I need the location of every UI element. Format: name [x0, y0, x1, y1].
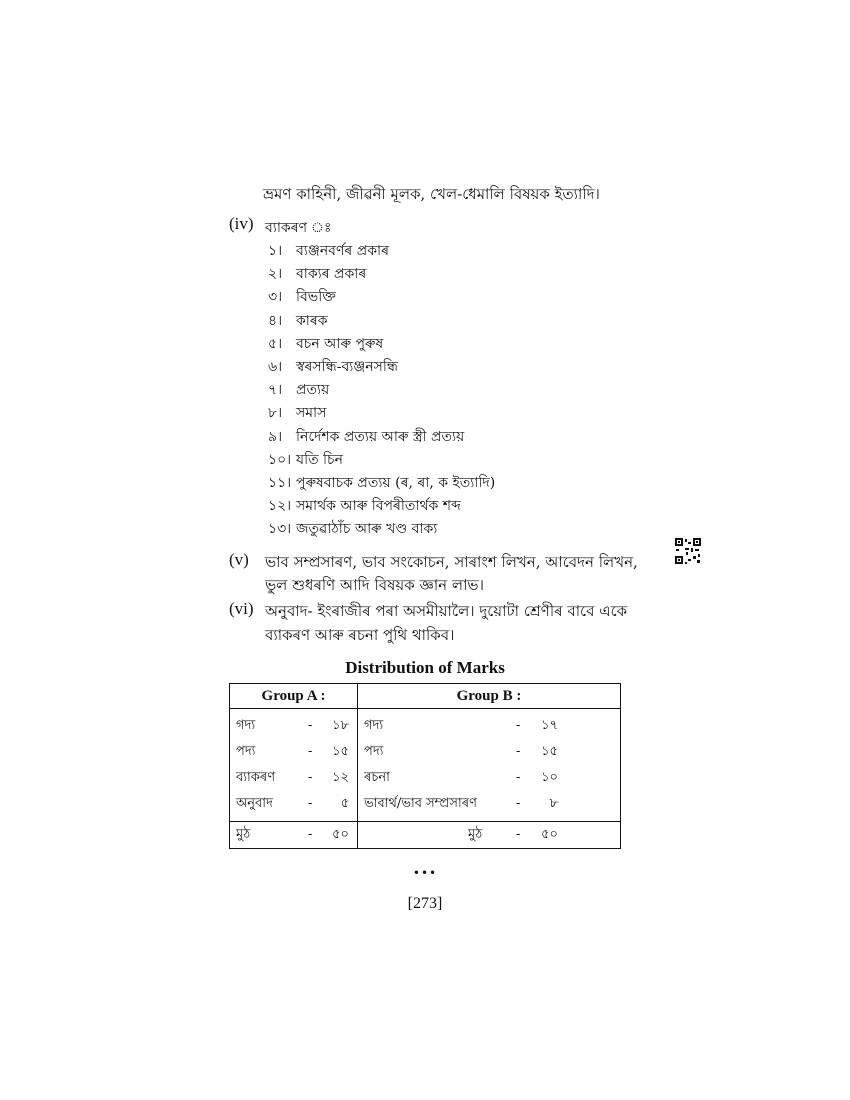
table-row [358, 765, 620, 791]
group-b-header: Group B : [456, 688, 522, 704]
list-item-text: যতি চিন [296, 451, 343, 468]
list-item-number: ৪। [268, 312, 283, 329]
list-item-text: সমাস [296, 405, 327, 422]
section-vi-line1: অনুবাদ- ইংৰাজীৰ পৰা অসমীয়ালৈ। দুয়োটা শ্ৰেণীৰ বাবে একে [265, 602, 628, 620]
table-row [358, 739, 620, 765]
mark-value: ১০ [541, 770, 558, 785]
section-vi-line2: ব্যাকৰণ আৰু ৰচনা পুথি থাকিব। [265, 626, 455, 644]
intro-line: ভ্ৰমণ কাহিনী, জীৱনী মূলক, খেল-ধেমালি বিষয়ক ইত্যাদি। [263, 185, 600, 203]
list-item-number: ৯। [268, 428, 283, 445]
group-a-rows [230, 709, 358, 822]
mark-value: ১৭ [541, 718, 558, 733]
mark-label: গদ্য [364, 718, 384, 733]
list-item-number: ২। [268, 266, 283, 283]
list-item-text: নিৰ্দেশক প্ৰত্যয় আৰু স্ত্ৰী প্ৰত্যয় [296, 428, 465, 445]
list-item-text: ব্যঞ্জনবৰ্ণৰ প্ৰকাৰ [296, 243, 389, 259]
mark-dash: - [516, 770, 521, 785]
section-v-label: (v) [229, 550, 249, 569]
mark-value: ১২ [332, 770, 349, 785]
list-item-number: ১০। [268, 451, 292, 468]
list-item-text: জতুৱাঠাঁচ আৰু খণ্ড বাক্য [296, 521, 438, 538]
list-item-number: ৫। [268, 335, 283, 352]
mark-dash: - [308, 744, 313, 759]
mark-value: ৮ [549, 796, 558, 811]
list-item [268, 471, 495, 495]
table-row [230, 713, 357, 739]
mark-dash: - [516, 744, 521, 759]
mark-dash: - [516, 718, 521, 733]
marks-title: Distribution of Marks [345, 658, 505, 677]
list-item [268, 448, 343, 472]
mark-dash: - [308, 770, 313, 785]
group-a-header: Group A : [261, 688, 326, 704]
mark-value: ১৮ [332, 718, 349, 733]
list-item-number: ১২। [268, 498, 292, 515]
group-b-total-value: ৫০ [541, 827, 558, 842]
mark-label: ৰচনা [364, 770, 390, 785]
marks-table [229, 683, 621, 849]
section-iv-heading: ব্যাকৰণ ঃ [265, 220, 332, 236]
qr-code-icon [674, 537, 702, 565]
table-row [358, 713, 620, 739]
table-row [358, 791, 620, 817]
list-item-text: বিভক্তি [296, 289, 336, 306]
group-a-total-value: ৫০ [332, 827, 349, 842]
list-item [268, 378, 329, 402]
list-item-text: বাক্যৰ প্ৰকাৰ [296, 266, 367, 283]
group-a-total-label: মুঠ [236, 827, 251, 842]
list-item [268, 262, 366, 286]
mark-value: ৫ [340, 796, 349, 811]
group-b-rows [358, 709, 621, 822]
mark-dash: - [516, 796, 521, 811]
group-a-total-row [230, 822, 357, 848]
list-item-text: কাৰক [296, 312, 328, 329]
list-item [268, 517, 437, 541]
list-item [268, 332, 383, 356]
page-number: [273] [407, 895, 443, 912]
list-item [268, 401, 326, 425]
list-item [268, 239, 389, 263]
separator-dots: ••• [412, 866, 438, 880]
list-item-text: সমাৰ্থক আৰু বিপৰীতাৰ্থক শব্দ [296, 498, 461, 515]
group-b-total-dash: - [516, 827, 521, 842]
list-item [268, 285, 336, 309]
list-item-number: ৮। [268, 405, 283, 422]
table-row [230, 791, 357, 817]
section-v-line2: ভুল শুধৰণি আদি বিষয়ক জ্ঞান লাভ। [265, 576, 484, 594]
mark-dash: - [308, 796, 313, 811]
mark-label: গদ্য [236, 718, 256, 733]
list-item [268, 309, 328, 333]
section-vi-label: (vi) [229, 599, 254, 618]
list-item [268, 355, 398, 379]
list-item [268, 425, 464, 449]
section-v-line1: ভাব সম্প্ৰসাৰণ, ভাব সংকোচন, সাৰাংশ লিখন, আবেদন লিখন, [265, 553, 638, 571]
table-row [230, 739, 357, 765]
mark-label: পদ্য [236, 744, 256, 759]
mark-label: অনুবাদ [236, 796, 273, 811]
mark-value: ১৫ [332, 744, 349, 759]
list-item-number: ৭। [268, 382, 283, 399]
list-item-number: ১১। [268, 475, 292, 491]
table-row [230, 765, 357, 791]
mark-label: পদ্য [364, 744, 384, 759]
mark-label: ব্যাকৰণ [236, 770, 276, 785]
list-item-text: বচন আৰু পুৰুষ [296, 335, 384, 352]
list-item-text: পুৰুষবাচক প্ৰত্যয় (ৰ, ৰা, ক ইত্যাদি) [296, 475, 496, 491]
section-iv-label: (iv) [229, 214, 254, 233]
list-item-number: ১। [268, 243, 283, 259]
mark-dash: - [308, 718, 313, 733]
mark-label: ভাবাৰ্থ/ভাব সম্প্ৰসাৰণ [364, 796, 477, 811]
mark-value: ১৫ [541, 744, 558, 759]
list-item-number: ৬। [268, 359, 283, 375]
group-a-total-dash: - [308, 827, 313, 842]
list-item-number: ৩। [268, 289, 283, 306]
group-b-total-row [358, 822, 620, 848]
list-item-text: স্বৰসন্ধি-ব্যঞ্জনসন্ধি [296, 359, 398, 375]
list-item-text: প্ৰত্যয় [296, 382, 330, 399]
group-b-total-label: মুঠ [468, 827, 483, 842]
grammar-list [268, 239, 628, 539]
list-item [268, 494, 461, 518]
list-item-number: ১৩। [268, 521, 292, 538]
